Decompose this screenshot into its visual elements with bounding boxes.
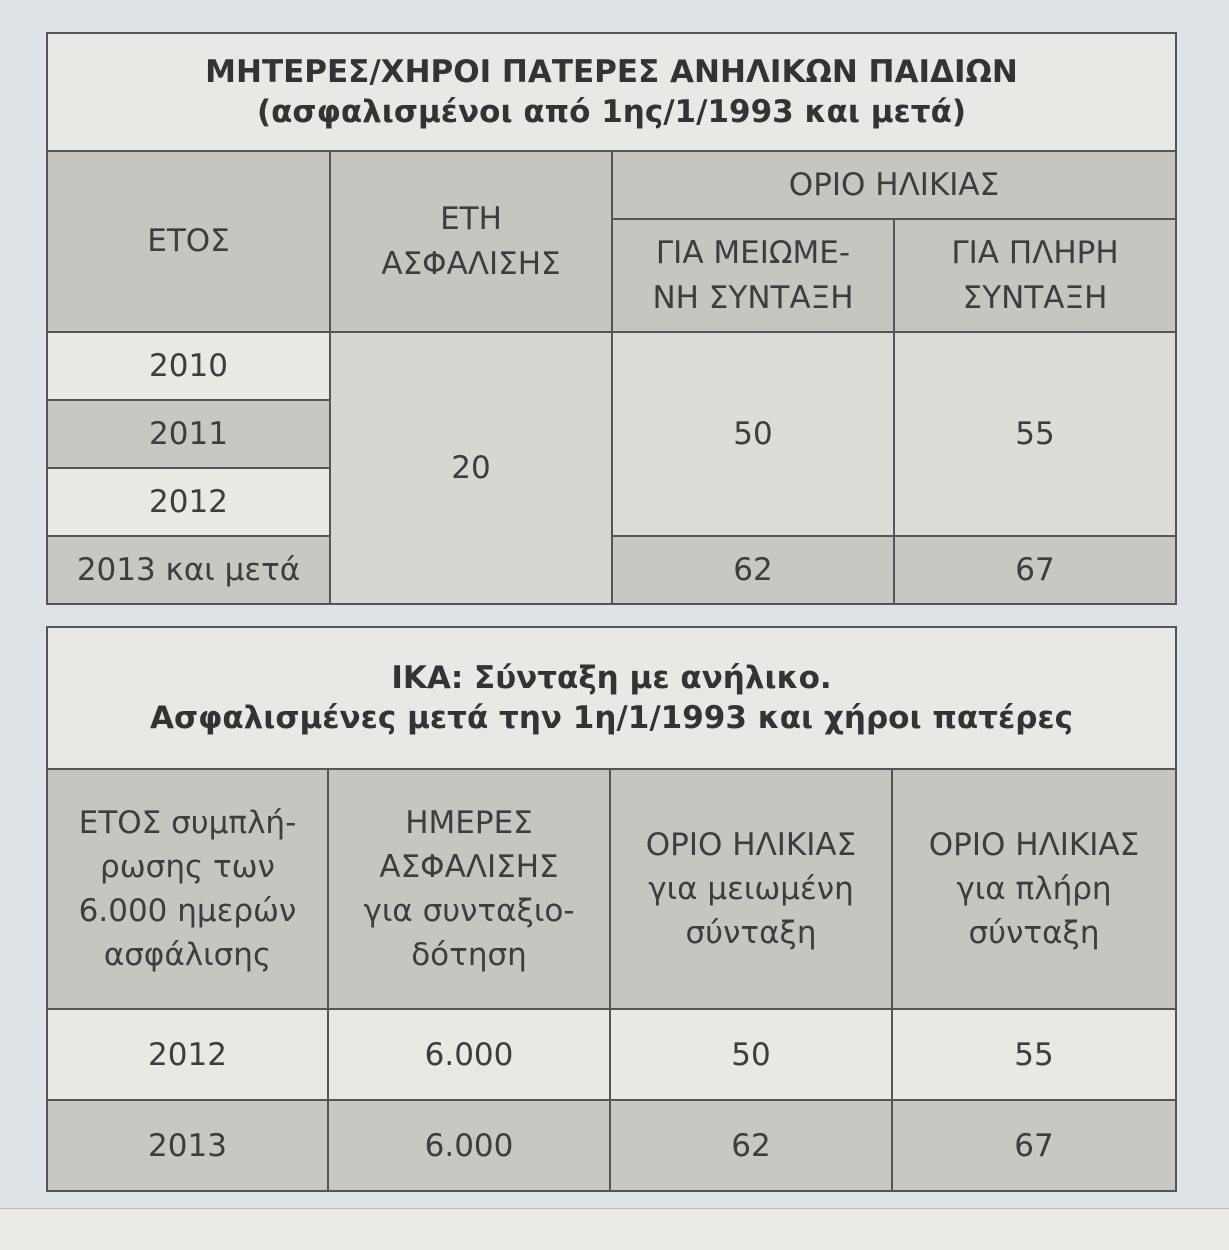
year-cell: 2012	[47, 1009, 328, 1100]
header-line: για πλήρη	[956, 870, 1112, 907]
header-full-pension	[894, 219, 1176, 332]
table-mothers-widowed-fathers	[46, 32, 1177, 605]
table2-title-line2: Ασφαλισμένες μετά την 1η/1/1993 και χήροι πατέρες	[149, 700, 1074, 736]
header-line: ρωσης των	[100, 848, 275, 885]
header-full-line1: ΓΙΑ ΠΛΗΡΗ	[951, 235, 1119, 272]
header-line: δότηση	[411, 937, 527, 974]
header-years-insurance-line1: ΕΤΗ	[440, 201, 502, 238]
table-row	[47, 1009, 1176, 1100]
year-cell: 2011	[47, 400, 330, 468]
header-reduced-line2: ΝΗ ΣΥΝΤΑΞΗ	[652, 279, 854, 316]
header-line: σύνταξη	[968, 915, 1100, 951]
reduced-age-cell: 50	[610, 1009, 892, 1100]
table1-title	[47, 33, 1176, 151]
reduced-age-cell: 50	[612, 332, 894, 536]
year-cell: 2012	[47, 468, 330, 536]
page-footer-strip	[0, 1208, 1229, 1250]
header-line: ΑΣΦΑΛΙΣΗΣ	[379, 848, 559, 885]
full-age-cell: 67	[892, 1100, 1176, 1191]
table1-title-line2: (ασφαλισμένοι από 1ης/1/1993 και μετά)	[256, 94, 967, 130]
year-cell: 2013 και μετά	[47, 536, 330, 604]
header-line: ΕΤΟΣ συμπλή-	[78, 804, 297, 841]
header-reduced-pension	[612, 219, 894, 332]
header-reduced-line1: ΓΙΑ ΜΕΙΩΜΕ-	[655, 235, 851, 272]
reduced-age-cell: 62	[610, 1100, 892, 1191]
full-age-cell: 55	[894, 332, 1176, 536]
header-line: 6.000 ημερών	[78, 893, 297, 929]
header-years-insurance-line2: ΑΣΦΑΛΙΣΗΣ	[381, 245, 561, 282]
table-row	[47, 1100, 1176, 1191]
header-line: για συνταξιο-	[363, 893, 575, 929]
header-line: ΟΡΙΟ ΗΛΙΚΙΑΣ	[645, 826, 857, 863]
full-age-cell: 55	[892, 1009, 1176, 1100]
days-cell: 6.000	[328, 1100, 610, 1191]
year-cell: 2010	[47, 332, 330, 400]
full-age-cell: 67	[894, 536, 1176, 604]
table2-title-line1: ΙΚΑ: Σύνταξη με ανήλικο.	[391, 659, 832, 696]
header-line: για μειωμένη	[648, 870, 854, 907]
header-line: ΟΡΙΟ ΗΛΙΚΙΑΣ	[928, 826, 1140, 863]
header-age-full	[892, 769, 1176, 1009]
days-cell: 6.000	[328, 1009, 610, 1100]
table1-title-line1: ΜΗΤΕΡΕΣ/ΧΗΡΟΙ ΠΑΤΕΡΕΣ ΑΝΗΛΙΚΩΝ ΠΑΙΔΙΩΝ	[205, 53, 1018, 90]
header-age-limit: ΟΡΙΟ ΗΛΙΚΙΑΣ	[612, 151, 1176, 219]
reduced-age-cell: 62	[612, 536, 894, 604]
header-line: ΗΜΕΡΕΣ	[405, 804, 533, 841]
year-cell: 2013	[47, 1100, 328, 1191]
header-year-completion	[47, 769, 328, 1009]
header-year: ΕΤΟΣ	[47, 151, 330, 332]
header-insurance-days	[328, 769, 610, 1009]
header-full-line2: ΣΥΝΤΑΞΗ	[962, 279, 1108, 316]
table2-title	[47, 627, 1176, 769]
header-years-insurance	[330, 151, 612, 332]
header-line: ασφάλισης	[103, 937, 272, 974]
header-age-reduced	[610, 769, 892, 1009]
header-line: σύνταξη	[685, 915, 817, 951]
insurance-years-cell: 20	[330, 332, 612, 604]
table-ika-pension-with-minor	[46, 626, 1177, 1192]
